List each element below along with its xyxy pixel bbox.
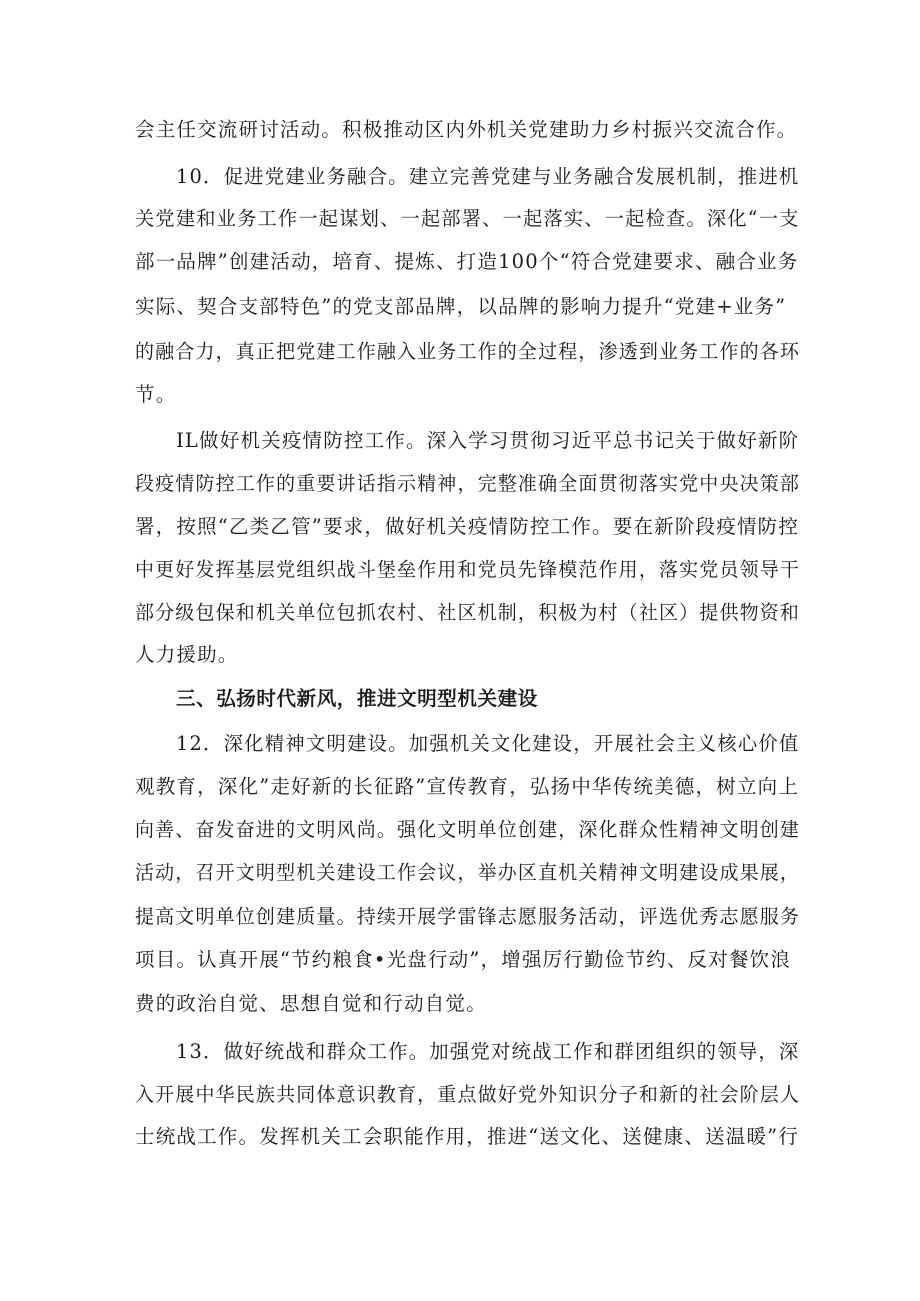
paragraph-10-line: 的融合力，真正把党建工作融入业务工作的全过程，渗透到业务工作的各环	[135, 340, 801, 363]
paragraph-12-line: 项目。认真开展“节约粮食•光盘行动”，增强厉行勤俭节约、反对餐饮浪	[135, 948, 792, 971]
paragraph-10-line: 节。	[135, 383, 177, 406]
paragraph-10-line: 实际、契合支部特色”的党支部品牌，以品牌的影响力提升“党建+业务”	[135, 295, 787, 318]
paragraph-10-line: 10．促进党建业务融合。建立完善党建与业务融合发展机制，推进机	[176, 165, 800, 188]
paragraph-12-line: 12．深化精神文明建设。加强机关文化建设，开展社会主义核心价值	[176, 732, 800, 755]
paragraph-12-line: 费的政治自觉、思想自觉和行动自觉。	[135, 992, 487, 1015]
paragraph-line: 会主任交流研讨活动。积极推动区内外机关党建助力乡村振兴交流合作。	[135, 118, 798, 141]
paragraph-12-line: 向善、奋发奋进的文明风尚。强化文明单位创建，深化群众性精神文明创建	[135, 818, 801, 841]
paragraph-11-line: 部分级包保和机关单位包抓农村、社区机制，积极为村（社区）提供物资和	[135, 601, 801, 624]
paragraph-11-line: 人力援助。	[135, 643, 239, 666]
paragraph-11-line: 署，按照“乙类乙管”要求，做好机关疫情防控工作。要在新阶段疫情防控	[135, 515, 800, 538]
paragraph-12-line: 活动，召开文明型机关建设工作会议，举办区直机关精神文明建设成果展，	[135, 861, 801, 884]
paragraph-10-line: 部一品牌”创建活动，培育、提炼、打造100个“符合党建要求、融合业务	[135, 250, 799, 273]
paragraph-13-line: 士统战工作。发挥机关工会职能作用，推进“送文化、送健康、送温暖”行	[135, 1125, 800, 1148]
paragraph-10-line: 关党建和业务工作一起谋划、一起部署、一起落实、一起检查。深化“一支	[135, 207, 800, 230]
paragraph-11-line: 中更好发挥基层党组织战斗堡垒作用和党员先锋模范作用，落实党员领导干	[135, 558, 801, 581]
paragraph-12-line: 观教育，深化”走好新的长征路”宣传教育，弘扬中华传统美德，树立向上	[135, 775, 800, 798]
paragraph-12-line: 提高文明单位创建质量。持续开展学雷锋志愿服务活动，评选优秀志愿服务	[135, 905, 801, 928]
paragraph-13-line: 13．做好统战和群众工作。加强党对统战工作和群团组织的领导，深	[176, 1040, 800, 1063]
paragraph-11-line: 段疫情防控工作的重要讲话指示精神，完整准确全面贯彻落实党中央决策部	[135, 472, 801, 495]
section-heading: 三、弘扬时代新风，推进文明型机关建设	[176, 687, 538, 710]
paragraph-11-line: IL做好机关疫情防控工作。深入学习贯彻习近平总书记关于做好新阶	[176, 429, 800, 452]
paragraph-13-line: 入开展中华民族共同体意识教育，重点做好党外知识分子和新的社会阶层人	[135, 1083, 801, 1106]
